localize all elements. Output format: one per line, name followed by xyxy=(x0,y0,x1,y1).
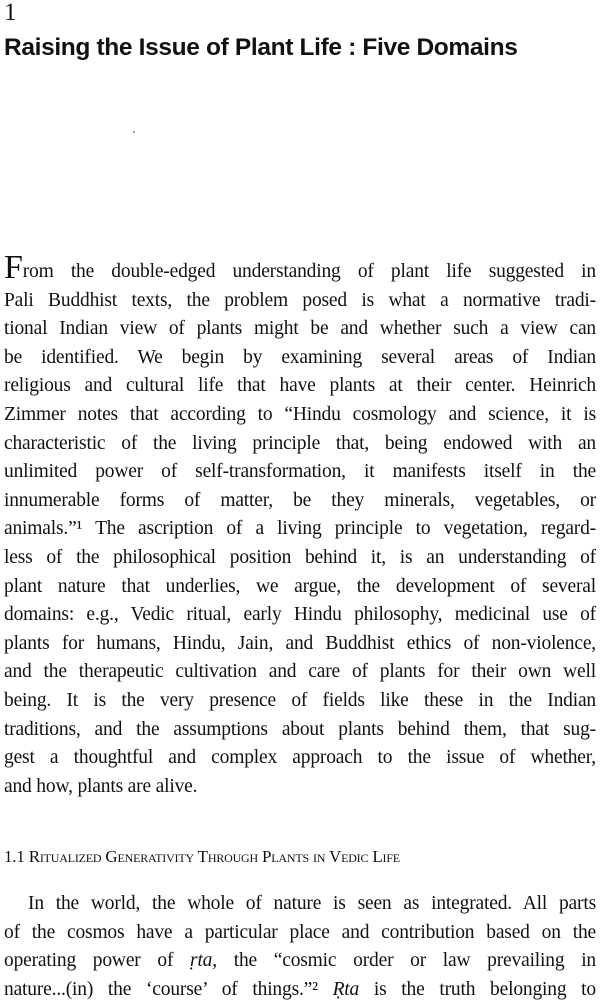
intro-line: plants for humans, Hindu, Jain, and Buddhist ethics of non-violence, xyxy=(4,632,596,654)
section-line-text: operating power of xyxy=(4,950,191,972)
section-line-text: is the truth belonging to xyxy=(359,978,596,1000)
chapter-title: Raising the Issue of Plant Life : Five Domains xyxy=(4,34,518,61)
intro-line: Pali Buddhist texts, the problem posed is what a normative tradi- xyxy=(4,289,596,311)
intro-line: being. It is the very presence of fields like these in the Indian xyxy=(4,689,596,711)
intro-line: characteristic of the living principle that, being endowed with an xyxy=(4,432,596,454)
intro-line: and how, plants are alive. xyxy=(4,775,198,797)
intro-line-text: rom the double-edged understanding of plant life suggested in xyxy=(22,261,596,282)
section-line-text: the “cosmic order or law prevailing in xyxy=(216,950,596,972)
intro-line xyxy=(4,249,596,287)
intro-line: Zimmer notes that according to “Hindu cosmology and science, it is xyxy=(4,403,596,425)
intro-line: religious and cultural life that have plants at their center. Heinrich xyxy=(4,375,596,397)
intro-line: plant nature that underlies, we argue, the development of several xyxy=(4,575,596,597)
section-heading: 1.1 Ritualized Generativity Through Plants in Vedic Life xyxy=(4,847,400,866)
sanskrit-term: Ṛta xyxy=(332,978,360,1000)
section-line: of the cosmos have a particular place and contribution based on the xyxy=(4,921,596,943)
intro-line: gest a thoughtful and complex approach to the issue of whether, xyxy=(4,747,596,769)
sanskrit-term: ṛta, xyxy=(190,950,217,972)
intro-line: tional Indian view of plants might be and whether such a view can xyxy=(4,318,596,340)
intro-line: and the therapeutic cultivation and care of plants for their own well xyxy=(4,661,596,683)
intro-line: traditions, and the assumptions about plants behind them, that sug- xyxy=(4,718,596,740)
section-paragraph xyxy=(4,890,596,1004)
intro-line: animals.”¹ The ascription of a living principle to vegetation, regard- xyxy=(4,518,596,540)
scan-speck xyxy=(133,131,135,133)
intro-line: less of the philosophical position behind it, is an understanding of xyxy=(4,546,596,568)
section-line xyxy=(4,947,596,976)
section-line: In the world, the whole of nature is seen as integrated. All parts xyxy=(28,893,596,914)
drop-cap: F xyxy=(4,249,23,286)
intro-line: unlimited power of self-transformation, it manifests itself in the xyxy=(4,461,596,483)
chapter-number: 1 xyxy=(4,0,17,26)
section-line-text: nature...(in) the ‘course’ of things.”² xyxy=(4,978,333,1000)
section-line xyxy=(4,976,596,1005)
intro-paragraph xyxy=(4,249,596,801)
intro-line: domains: e.g., Vedic ritual, early Hindu philosophy, medicinal use of xyxy=(4,604,596,626)
intro-line: innumerable forms of matter, be they minerals, vegetables, or xyxy=(4,489,596,511)
intro-line: be identified. We begin by examining several areas of Indian xyxy=(4,346,596,368)
